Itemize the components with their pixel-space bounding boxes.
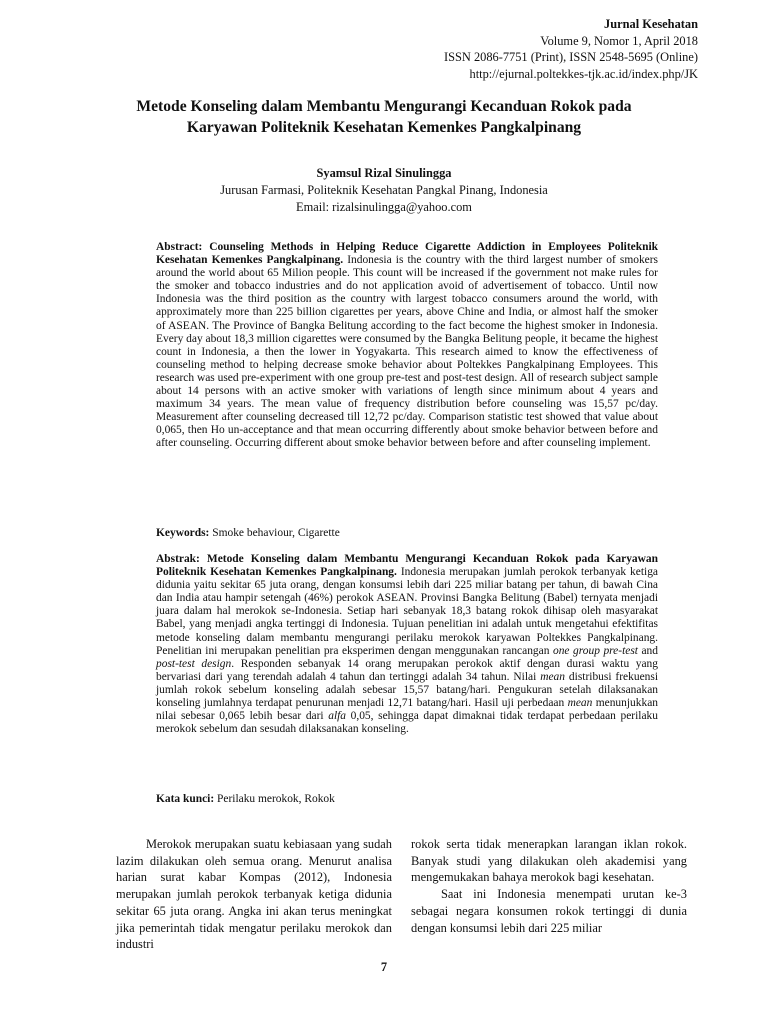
author-block: [40, 165, 728, 216]
abstract-indonesian-text: 0,05, sehingga dapat dimaknai tidak terdapat perbedaan perilaku merokok sebelum dan sesudah dilaksanakan konseling.: [156, 710, 658, 736]
abstract-indonesian: [156, 553, 658, 736]
abstract-indonesian-italic: one group pre-test: [552, 644, 638, 657]
keywords-indonesian-value: Perilaku merokok, Rokok: [214, 793, 335, 805]
abstract-indonesian-text: . Responden sebanyak 14 orang merupakan perokok aktif dengan durasi waktu yang bervariasi dari yang terendah adalah 4 tahun dan tertinggi adalah 34 tahun. Nilai: [156, 657, 658, 683]
abstract-indonesian-italic: mean: [540, 670, 565, 683]
abstract-indonesian-italic: alfa: [328, 710, 347, 723]
journal-volume: Volume 9, Nomor 1, April 2018: [540, 33, 698, 48]
body-paragraph: Merokok merupakan suatu kebiasaan yang sudah lazim dilakukan oleh semua orang. Menurut analisa harian surat kabar Kompas (2012), Indonesia merupakan jumlah perokok terbanyak ketiga didunia sekitar 65 juta orang. Angka ini akan terus meningkat jika pemerintah tidak mengatur perilaku merokok dan industri: [116, 837, 392, 952]
keywords-english-value: Smoke behaviour, Cigarette: [209, 527, 340, 539]
page-number: 7: [380, 960, 388, 974]
abstract-indonesian-italic: mean: [567, 697, 593, 710]
abstract-english-body: Indonesia is the country with the third largest number of smokers around the world about 65 Milion people. This count will be increased if the government not make rules for the smoker and tobacco industries and do not application avoid of advertisement of tobacco. Until now Indonesia was the third position as the country with largest tobacco consumers around the world, with approximately more than 225 billion cigarettes per years, above Chine and India, or almost half the smoker of ASEAN. The Province of Bangka Belitung according to the fact become the highest smoker in Indonesia. Every day about 18,3 million cigarettes were consumed by the Bangka Belitung people, it became the highest count in Indonesia, a then the lower in Yogyakarta. This research aimed to know the effectiveness of counseling method to helping decrease smoke behavior about Poltekkes Pangkalpinang Employees. This research was used pre-experiment with one group pre-test and post-test design. All of research subject sample about 14 persons with an active smoker with variations of length since minimum about 4 years and maximum 34 years. The mean value of frequency distribution before counseling was 15,57 pc/day. Measurement after counseling decreased till 12,72 pc/day. Comparison statistic test showed that value about 0,065, then Ho un-acceptance and that mean occurring differently about smoke behavior between before and after counseling. Occurring different about smoke behavior between before and after counseling implement.: [156, 254, 659, 450]
body-paragraph: Saat ini Indonesia menempati urutan ke-3 sebagai negara konsumen rokok tertinggi di dunia dengan konsumsi lebih dari 225 miliar: [411, 887, 687, 935]
keywords-english-label: Keywords:: [156, 527, 210, 539]
journal-header: [444, 16, 698, 82]
abstract-indonesian-text: menunjukkan nilai sebesar 0,065 lebih besar dari: [156, 697, 658, 723]
author-email[interactable]: Email: rizalsinulingga@yahoo.com: [296, 200, 472, 214]
body-column-left: [116, 836, 392, 953]
title-line-2: Karyawan Politeknik Kesehatan Kemenkes Pangkalpinang: [186, 118, 582, 136]
title-line-1: Metode Konseling dalam Membantu Mengurangi Kecanduan Rokok pada: [136, 98, 632, 115]
abstract-indonesian-italic: post-test design: [156, 657, 232, 670]
keywords-english: [156, 527, 658, 540]
body-column-right: [411, 836, 687, 936]
abstract-indonesian-heading: Abstrak: Metode Konseling dalam Membantu Mengurangi Kecanduan Rokok pada Karyawan Politeknik Kesehatan Kemenkes Pangkalpinang.: [156, 553, 658, 579]
journal-issn: ISSN 2086-7751 (Print), ISSN 2548-5695 (Online): [443, 50, 698, 64]
author-affiliation: Jurusan Farmasi, Politeknik Kesehatan Pangkal Pinang, Indonesia: [220, 183, 548, 197]
abstract-indonesian-text: Indonesia merupakan jumlah perokok terbanyak ketiga didunia yaitu sekitar 65 juta orang, dengan konsumsi lebih dari 225 miliar batang per tahun, di bawah Cina dan India atau hampir setengah (46%) perokok ASEAN. Provinsi Bangka Belitung (Babel) ternyata menjadi juara dalam hal merokok se-Indonesia. Setiap hari sebanyak 18,3 batang rokok dihisap oleh masyarakat Babel, yang menjadi angka tertinggi di Indonesia. Tujuan penelitian ini adalah untuk mengetahui efektifitas metode konseling dalam membantu mengurangi perilaku merokok karyawan Poltekkes Pangkalpinang. Penelitian ini merupakan penelitian pra eksperimen dengan menggunakan rancangan: [156, 566, 658, 657]
abstract-indonesian-text: and: [637, 644, 658, 657]
abstract-english: [156, 241, 658, 451]
journal-url[interactable]: http://ejurnal.poltekkes-tjk.ac.id/index.php/JK: [469, 66, 698, 81]
author-name: Syamsul Rizal Sinulingga: [316, 166, 452, 180]
keywords-indonesian: [156, 793, 658, 806]
abstract-english-heading: Abstract: Counseling Methods in Helping Reduce Cigarette Addiction in Employees Politeknik Kesehatan Kemenkes Pangkalpinang.: [156, 241, 658, 267]
body-paragraph: rokok serta tidak menerapkan larangan iklan rokok. Banyak studi yang dilakukan oleh akademisi yang mengemukakan bahaya merokok bagi kesehatan.: [411, 837, 687, 885]
article-title: [40, 97, 728, 138]
keywords-indonesian-label: Kata kunci:: [156, 793, 215, 805]
journal-name: Jurnal Kesehatan: [604, 17, 698, 31]
abstract-indonesian-text: distribusi frekuensi jumlah rokok sebelum konseling adalah sebesar 15,57 batang/hari. Pengukuran setelah dilaksanakan konseling jumlahnya terdapat penurunan menjadi 12,71 batang/hari. Hasil uji perbedaan: [156, 670, 658, 710]
